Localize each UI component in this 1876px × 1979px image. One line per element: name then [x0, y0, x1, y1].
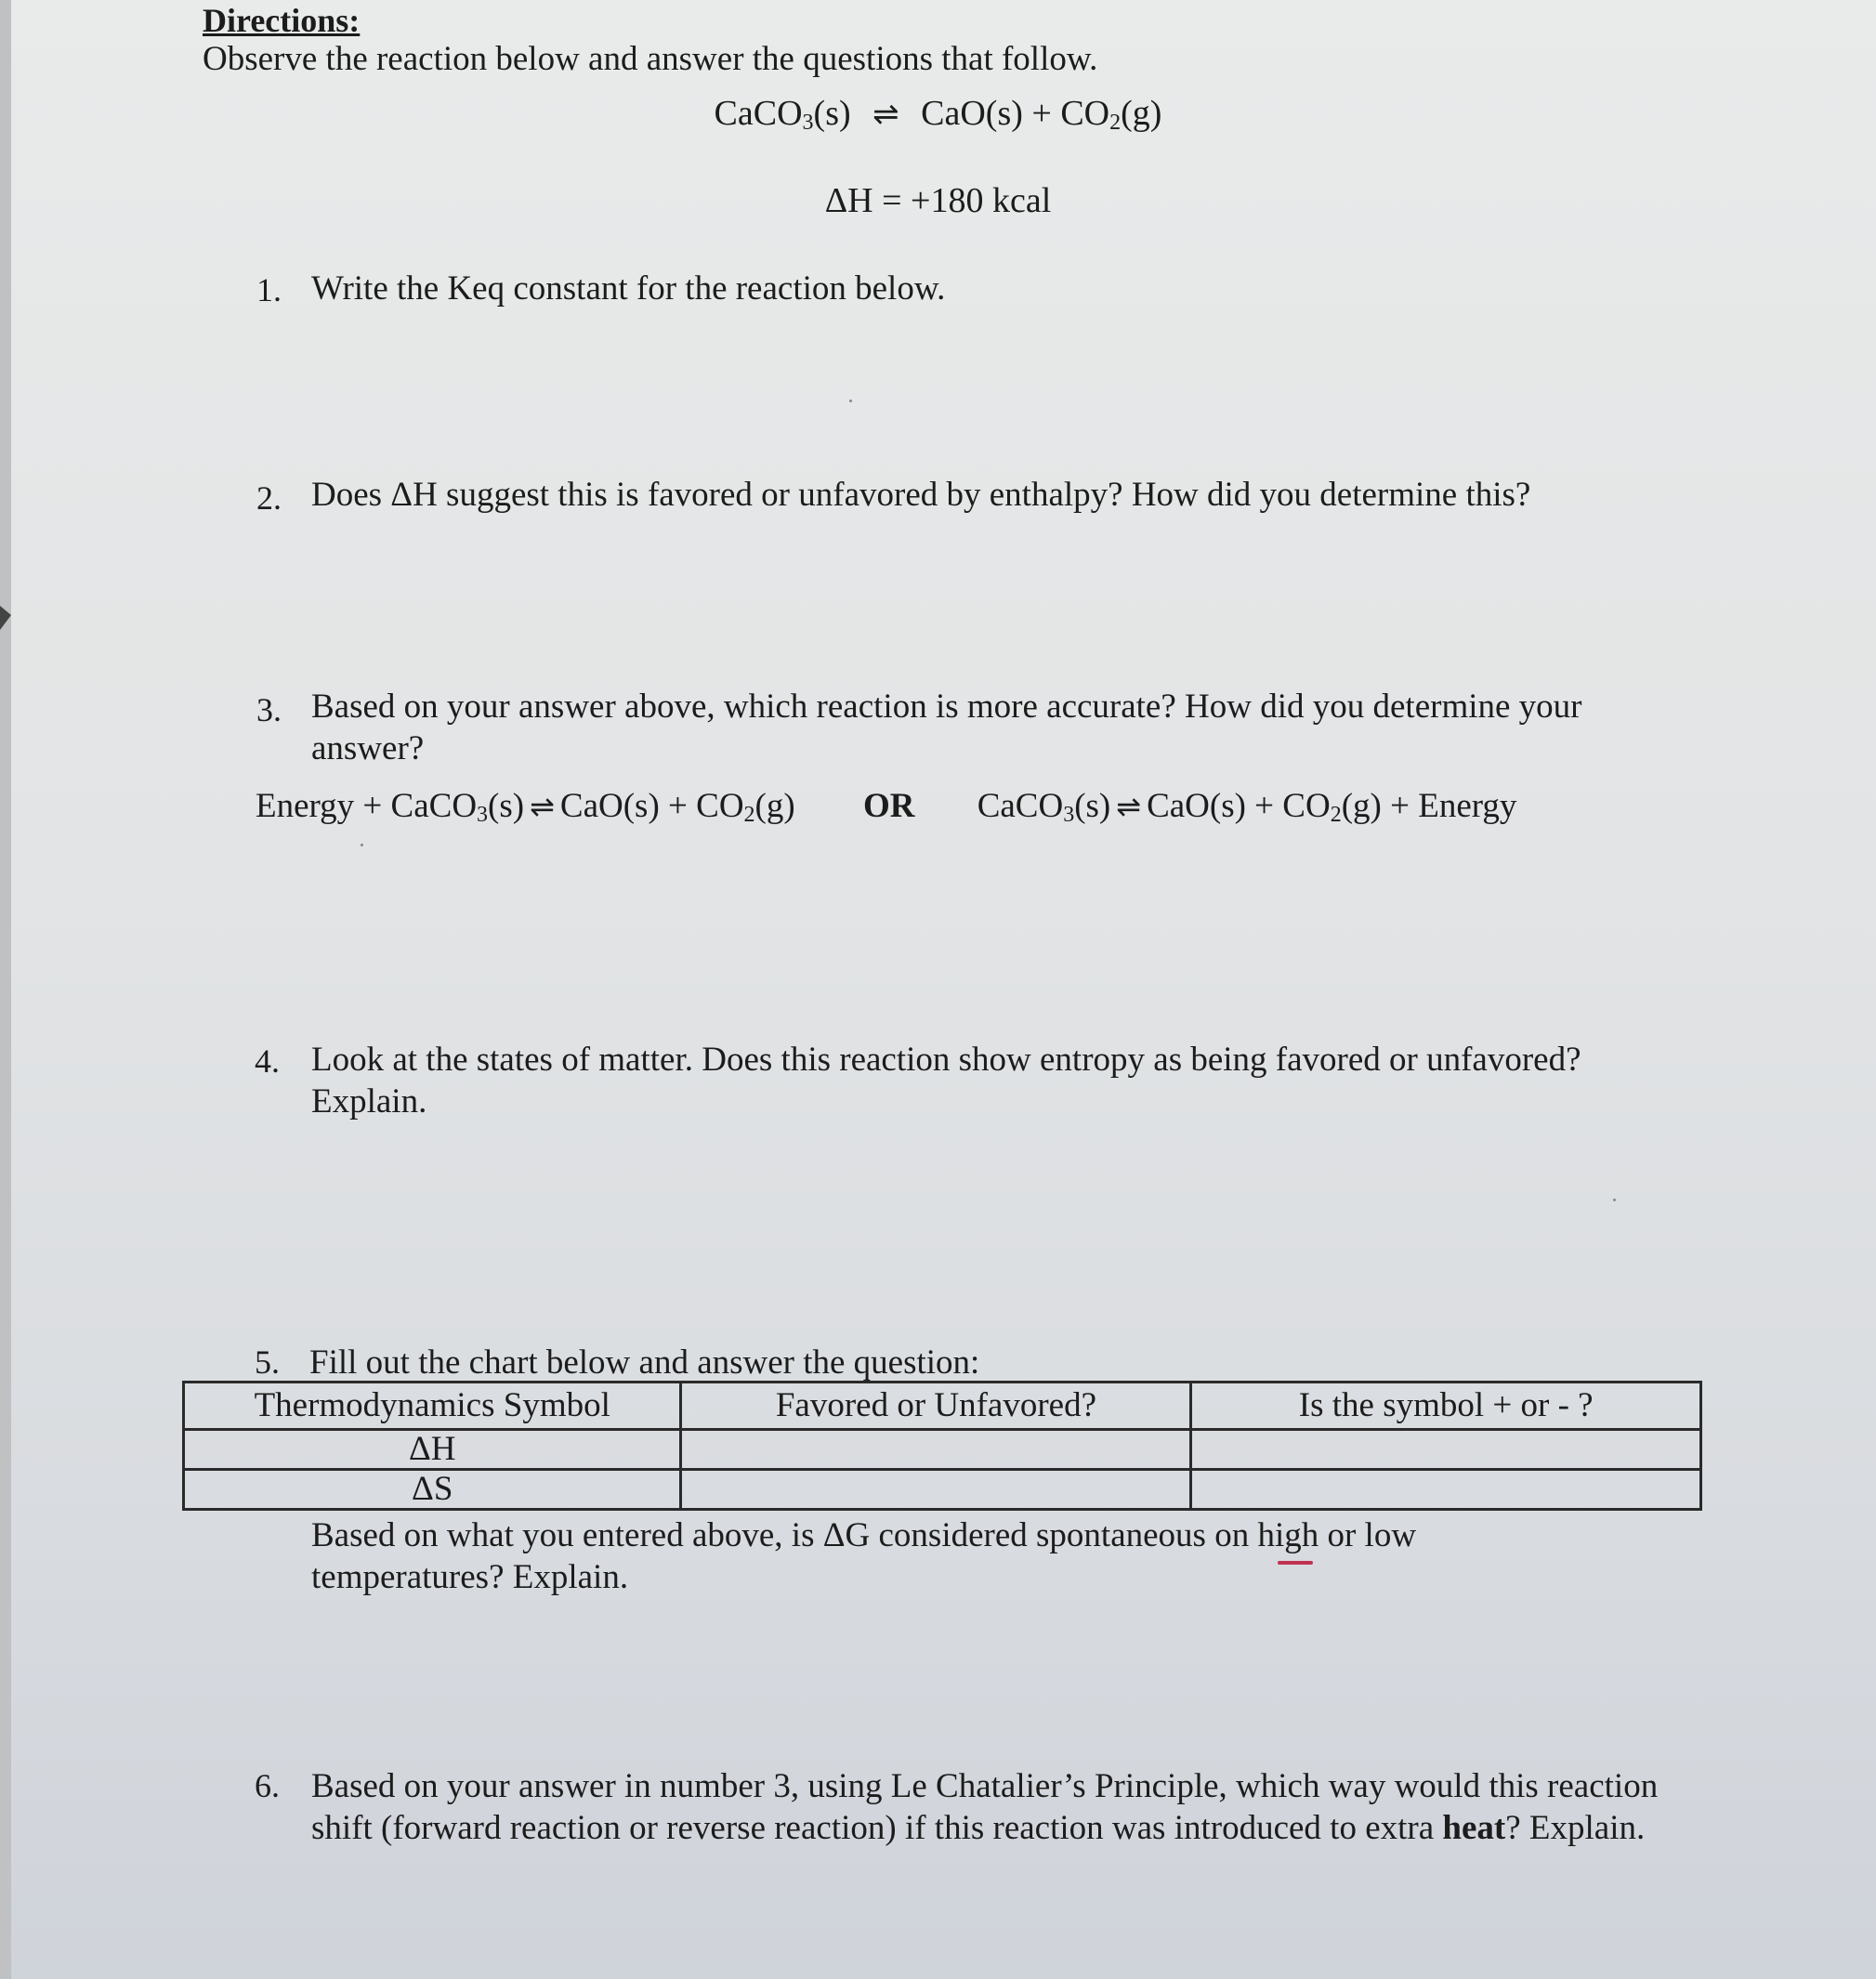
question-1: Write the Keq constant for the reaction below. [311, 269, 946, 308]
question-number: 3. [256, 691, 282, 728]
favored-cell[interactable] [681, 1470, 1191, 1510]
question-5: Fill out the chart below and answer the question: [309, 1343, 980, 1382]
question-4: Look at the states of matter. Does this reaction show entropy as being favored or unfavored? Explain. [311, 1041, 1581, 1121]
row-symbol: ΔS [184, 1470, 681, 1510]
directions-text: Observe the reaction below and answer the questions that follow. [203, 40, 1098, 78]
paper-speck [1613, 1199, 1616, 1201]
question-2: Does ΔH suggest this is favored or unfavored by enthalpy? How did you determine this? [311, 476, 1531, 514]
header-favored: Favored or Unfavored? [681, 1383, 1191, 1430]
directions-title: Directions: [203, 2, 361, 39]
question-number: 1. [256, 271, 282, 308]
header-sign: Is the symbol + or - ? [1191, 1383, 1701, 1430]
table-row [184, 1430, 1701, 1470]
favored-cell[interactable] [681, 1430, 1191, 1470]
spellcheck-underline [1278, 1561, 1313, 1565]
enthalpy-value: ΔH = +180 kcal [824, 181, 1052, 220]
thermodynamics-chart [182, 1381, 1702, 1511]
q3-reaction-options: Energy + CaCO$_3$(s) ⇌ $CaO(s) + CO_2(g)$ OR CaCO$_3$(s) ⇌ $CaO(s) + CO_2(g)$ + Energy [256, 787, 1517, 827]
or-label: OR [862, 787, 915, 825]
question-number: 6. [255, 1767, 280, 1804]
sign-cell[interactable] [1191, 1470, 1701, 1510]
equilibrium-arrow-icon: ⇌ [872, 96, 899, 133]
question-6: Based on your answer in number 3, using Le Chatalier’s Principle, which way would this reaction shift (forward reaction or reverse reaction) if this reaction was introduced to extra heat? Explain. [311, 1767, 1659, 1847]
question-number: 4. [255, 1042, 280, 1080]
equilibrium-arrow-icon: ⇌ [530, 789, 555, 824]
cursor-arrow-icon [0, 606, 11, 630]
table-row [184, 1470, 1701, 1510]
equilibrium-arrow-icon: ⇌ [1116, 789, 1142, 824]
sign-cell[interactable] [1191, 1430, 1701, 1470]
row-symbol: ΔH [184, 1430, 681, 1470]
page-edge [0, 0, 11, 1979]
paper-speck [361, 844, 363, 846]
question-3: Based on your answer above, which reaction is more accurate? How did you determine your answer? [311, 688, 1582, 767]
header-symbol: Thermodynamics Symbol [184, 1383, 681, 1430]
question-5-followup: Based on what you entered above, is ΔG considered spontaneous on high or low temperatures? Explain. [311, 1516, 1417, 1596]
question-number: 5. [255, 1343, 280, 1381]
table-header-row [184, 1383, 1701, 1430]
question-number: 2. [256, 479, 282, 517]
main-reaction: CaCO$_3$(s) ⇌ $CaO(s) + CO_2(g)$ [714, 94, 1162, 135]
paper-speck [849, 400, 852, 402]
